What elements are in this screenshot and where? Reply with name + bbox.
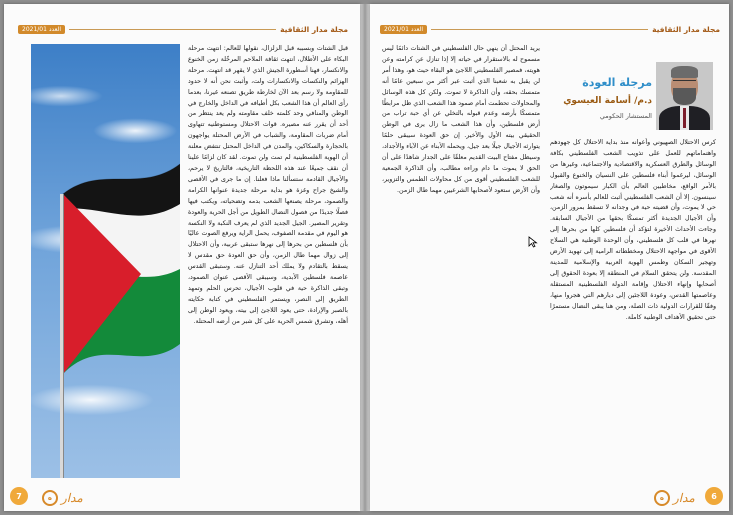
palestine-flag-photo <box>31 44 180 478</box>
portrait-hair <box>671 66 698 78</box>
right-body-text-left-column: يريد المحتل أن ينهي حال الفلسطيني في الشتات دائمًا ليس مسموح له بالاستقرار في حياته إلا إذا تنازل عن كرامته وعن هويته، فمصير الفلسطيني اللاجئ هو البقاء حيث هو، وهذا أمر لن يقبل به شعبنا الذي أثبت عبر أكثر من سبعين عامًا أنه متمسك بحقه، وأن الذاكرة لا تموت. ولكن كل هذه الوسائل والمحاولات تحطمت أمام صمود هذا الشعب الذي ظل مرابطًا متمسكًا بأرضه وعدم قبوله بالتخلي عن أي حبة تراب من أرض فلسطين، وأن هذا الشعب ما زال يرى في الوطن الحقيقي بيته الأول والأخير. إن حق العودة سيبقى حلمًا يتوارثه الأجيال جيلًا بعد جيل، ويحمله الأبناء عن الآباء والأجداد، وسيظل مفتاح البيت القديم معلقًا على الجدار شاهدًا على أن الحق لا يموت ما دام وراءه مطالب، وأن الذاكرة الجمعية للشعب الفلسطيني أقوى من كل محاولات الطمس والتزوير، وأن الأرض ستعود لأصحابها الشرعيين مهما طال الزمن. <box>382 45 540 194</box>
left-footer-logo <box>42 490 83 506</box>
left-page <box>4 4 360 511</box>
column-title: مرجلة العودة <box>582 76 652 89</box>
right-footer-logo <box>654 490 695 506</box>
author-position: المستشار الحكومي <box>599 112 652 120</box>
logo-wordmark: مدار <box>61 491 83 505</box>
portrait-glasses <box>673 80 696 85</box>
header-rule <box>69 29 276 30</box>
left-page-header <box>18 24 348 34</box>
magazine-name: مجلة مدار الثقافية <box>280 24 348 34</box>
left-body-text: قبل الشتات وبسببه قبل الزلزال، نقولها للعالم: انتهت مرحلة البكاء على الأطلال، انتهت ثقافة الملاحم المرحّلة زمن الخنوع والانكسار، فهنا أسطورة الجيش الذي لا يقهر قد انتهت. مرحلة الهزائم والنكسات والانكسارات ولت، وأثبت نحن أنه لا حدود للمقاومة ولا رسم بعد الآن لخارطة طريق تصنعه غيرنا، بعدما رأى العالم أن هذا الشعب بكل أطيافه في الداخل والخارج في الوطن والمنافي وحد كلمته خلف مقاومته ولم يعد ينتظر من أحد أن يقرر عنه مصيره. قوات الاحتلال ومستوطنيه تتهاوى أمام ضربات المقاومة، والشباب في الأرض المحتلة يواجهون بالحجارة والسكاكين، والمدن في الداخل المحتل تنتفض معلنة أن الهوية الفلسطينية لم تمت ولن تموت. لقد كان لزامًا علينا أن نقف جميعًا عند هذه اللحظة التاريخية، فالتاريخ لا يرحم، والأجيال القادمة ستسألنا ماذا فعلنا. إن ما جرى في الأقصى والشيخ جراح وغزة هو بداية مرحلة جديدة عنوانها الكرامة والصمود، مرحلة يصنعها الشعب بدمه وتضحياته، ويكتب فيها فصلًا جديدًا من فصول النضال الطويل من أجل الحرية والعودة وتقرير المصير. الجيل الجديد الذي لم يعرف النكبة ولا النكسة هو اليوم في مقدمة الصفوف، يحمل الراية ويرفع الصوت عاليًا بأن فلسطين من بحرها إلى نهرها ستبقى عربية، وأن الاحتلال إلى زوال مهما طال الزمن، وأن حق العودة حق مقدس لا يسقط بالتقادم ولا يملك أحد التنازل عنه. وستبقى القدس عاصمة فلسطين الأبدية، وسيبقى الأقصى عنوان الصمود، وتبقى الذاكرة حية في قلوب الأجيال، تحرس الحلم وتمهد الطريق إلى النصر، ويستمر الفلسطيني في كتابة حكايته بالصبر والإرادة، حتى يعود اللاجئ إلى بيته، ويعود الوطن إلى أهله، وتشرق شمس الحرية على كل شبر من أرضه المحتلة. <box>188 45 348 325</box>
logo-emblem-icon: ه <box>42 490 58 506</box>
right-body-text-right-column: كرس الاحتلال الصهيوني وأعوانه منذ بداية الاحتلال كل جهودهم واهتماماتهم للعمل على تذويب الشعب الفلسطيني بكافة الوسائل والطرق العسكرية والاقتصادية والاجتماعية، وغيرها من الوسائل، ليرغموا أبناء فلسطين على النسيان والخنوع والقبول بالأمر الواقع، مخاطبين العالم بأن الكبار سيموتون والصغار سينسون. إلا أن الشعب الفلسطيني أثبت للعالم بأسره أنه شعب حي لا يموت، وأن قضيته حية في وجدانه لا تسقط بمرور الزمن، وأن الأجيال الجديدة أكثر تمسكًا بحقها من الأجيال السابقة. وجاءت الأحداث الأخيرة لتؤكد أن فلسطين كلها من بحرها إلى نهرها في قلب كل فلسطيني، وأن الوحدة الوطنية هي السلاح الأقوى في مواجهة الاحتلال ومخططاته الرامية إلى تهويد الأرض وتهجير السكان وطمس الهوية العربية والإسلامية للمدينة المقدسة. ولن يتحقق السلام في المنطقة إلا بعودة الحقوق إلى أصحابها وإنهاء الاحتلال وإقامة الدولة الفلسطينية المستقلة وعاصمتها القدس، وعودة اللاجئين إلى ديارهم التي هجروا منها، وفقًا للقرارات الدولية ذات الصلة، ومن هنا يبقى النضال مستمرًا حتى تحقيق الأهداف الوطنية كاملة. <box>550 139 716 321</box>
portrait-tie <box>683 108 686 128</box>
sky-background <box>31 44 180 478</box>
magazine-name: مجلة مدار الثقافية <box>652 24 720 34</box>
portrait-beard <box>673 88 696 105</box>
page-gutter <box>360 4 370 511</box>
right-page-number: 6 <box>705 487 723 505</box>
right-page-header <box>380 24 720 34</box>
author-name: د.م/ أسامة العيسوي <box>563 96 652 106</box>
palestine-flag-icon <box>31 44 180 478</box>
left-page-number: 7 <box>10 487 28 505</box>
logo-wordmark: مدار <box>673 491 695 505</box>
right-page <box>370 4 729 511</box>
flag-pole <box>60 194 63 478</box>
issue-badge: العدد 2021/01 <box>380 25 427 34</box>
logo-emblem-icon: ه <box>654 490 670 506</box>
author-portrait <box>656 62 713 130</box>
mouse-cursor-icon <box>528 236 538 248</box>
issue-badge: العدد 2021/01 <box>18 25 65 34</box>
header-rule <box>431 29 648 30</box>
